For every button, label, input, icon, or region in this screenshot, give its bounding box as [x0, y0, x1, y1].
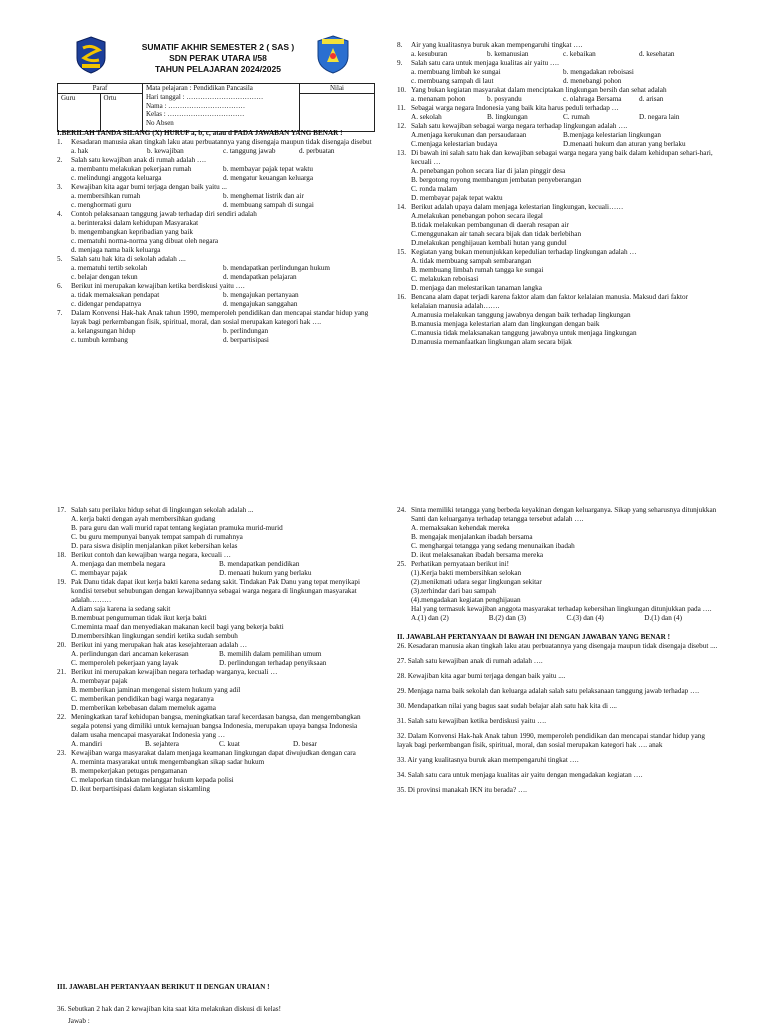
question-4: 4. Contoh pelaksanaan tanggung jawab terhadap diri sendiri adalah	[57, 210, 257, 218]
options-12b[interactable]: C.menjaga kelestarian budaya D.menaati hukum dan aturan yang berlaku	[411, 140, 686, 148]
essay-30: 30. Mendapatkan nilai yang bagus saat sudah belajar alah satu hak kita di ....	[397, 702, 617, 710]
question-23: 23. Kewajiban warga masyarakat dalam menjaga keamanan lingkungan dapat diwujudkan dengan cara	[57, 749, 356, 757]
option-23c[interactable]: C. melaporkan tindakan melanggar hukum kepada polisi	[71, 776, 234, 784]
identity-table	[57, 83, 375, 132]
option-16a[interactable]: A.manusia melakukan tanggung jawabnya dengan baik terhadap lingkungan	[411, 311, 631, 319]
question-6: 6. Berikut ini merupakan kewajiban ketika berdiskusi yaitu ….	[57, 282, 245, 290]
option-21a[interactable]: A. membayar pajak	[71, 677, 128, 685]
question-19: 19. Pak Danu tidak dapat ikut kerja bakti karena sedang sakit. Tindakan Pak Danu yang tepat menyikapi kondisi tersebut sehubungan dengan kewajibannya sebagai warga negara di lingkungan masyarakat adalah………	[57, 578, 361, 604]
question-24: 24. Sinta memiliki tetangga yang berbeda keyakinan dengan keluarganya. Sikap yang seharusnya ditunjukkan Santi dan keluarganya terhadap tetangga tersebut adalah ….	[397, 506, 717, 523]
essay-34: 34. Salah satu cara untuk menjaga kualitas air yaitu dengan mengadakan kegiatan ….	[397, 771, 643, 779]
ortu-label: Ortu	[103, 93, 117, 102]
column-top-left	[57, 129, 375, 345]
field-class: Kelas : ……………………………	[146, 110, 245, 119]
essay-35: 35. Di provinsi manakah IKN itu berada? ….	[397, 786, 527, 794]
option-15c[interactable]: C. melakukan reboisasi	[411, 275, 479, 283]
essay-list	[397, 642, 722, 795]
question-7: 7. Dalam Konvensi Hak-hak Anak tahun 1990, memperoleh pendidikan dan mencapai standar hidup yang layak bagi perkembangan fisik, spiritual, moral, dan sosial merupakan kategori hak ….	[57, 309, 369, 326]
question-3: 3. Kewajiban kita agar bumi terjaga dengan baik yaitu ...	[57, 183, 227, 191]
nilai-label: Nilai	[300, 84, 375, 94]
question-10: 10. Yang bukan kegiatan masyarakat dalam menciptakan lingkungan bersih dan sehat adalah	[397, 86, 667, 94]
option-16c[interactable]: C.manusia tidak melaksanakan tanggung jawabnya untuk menjaga lingkungan	[411, 329, 637, 337]
question-11: 11. Sebagai warga negara Indonesia yang baik kita harus peduli terhadap …	[397, 104, 619, 112]
options-3b[interactable]: c. menghormati guru d. membuang sampah di sungai	[71, 201, 314, 209]
question-5: 5. Salah satu hak kita di sekolah adalah ....	[57, 255, 186, 263]
option-16b[interactable]: B.manusia menjaga kelestarian alam dan lingkungan dengan baik	[411, 320, 600, 328]
options-6b[interactable]: c. didengar pendapatnya d. mengajukan sanggahan	[71, 300, 298, 308]
field-absen: No Absen	[146, 119, 174, 127]
section-1-title: I.BERILAH TANDA SILANG (X) HURUF a, b, c, atau d PADA JAWABAN YANG BENAR !	[57, 129, 343, 137]
column-bottom-left	[57, 506, 367, 794]
paraf-label: Paraf	[58, 84, 143, 94]
option-21d[interactable]: D. memberikan kebebasan dalam memeluk agama	[71, 704, 216, 712]
option-24b[interactable]: B. mengajak menjalankan ibadah bersama	[411, 533, 533, 541]
option-15b[interactable]: B. membuang limbah rumah tangga ke sungai	[411, 266, 544, 274]
option-23b[interactable]: B. mempekerjakan petugas pengamanan	[71, 767, 188, 775]
option-23d[interactable]: D. ikut berpartisipasi dalam kegiatan siskamling	[71, 785, 210, 793]
options-3[interactable]: a. membersihkan rumah b. menghemat listrik dan air	[71, 192, 304, 200]
option-13c[interactable]: C. ronda malam	[411, 185, 458, 193]
options-9[interactable]: a. membuang limbah ke sungai b. mengadakan reboisasi	[411, 68, 634, 76]
school-logo	[316, 34, 350, 77]
options-7b[interactable]: c. tumbuh kembang d. berpartisipasi	[71, 336, 269, 344]
field-name: Nama : ……………………………	[146, 101, 246, 110]
option-17d[interactable]: D. para siswa disiplin menjalankan piket kebersihan kelas	[71, 542, 238, 550]
question-16: 16. Bencana alam dapat terjadi karena faktor alam dan faktor kelalaian manusia. Maksud dari faktor kelalaian manusia adalah…….	[397, 293, 688, 310]
statement-25-3: (3).terhindar dari bau sampah	[411, 587, 497, 595]
field-date: Hari tanggal : ……………………………	[146, 92, 264, 101]
option-16d[interactable]: D.manusia memanfaatkan lingkungan alam secara bijak	[411, 338, 572, 346]
options-9b[interactable]: c. membuang sampah di laut d. menebangi pohon	[411, 77, 622, 85]
question-17: 17. Salah satu perilaku hidup sehat di lingkungan sekolah adalah ...	[57, 506, 254, 514]
question-36: 36. Sebutkan 2 hak dan 2 kewajiban kita saat kita melakukan diskusi di kelas!	[57, 1005, 281, 1013]
statement-25-2: (2).menikmati udara segar lingkungan sekitar	[411, 578, 542, 586]
option-14d[interactable]: D.melakukan penghijauan kembali hutan yang gundul	[411, 239, 567, 247]
option-14b[interactable]: B.tidak melakukan pembangunan di daerah resapan air	[411, 221, 569, 229]
guru-label: Guru	[61, 93, 76, 102]
options-10[interactable]: a. menanam pohon b. posyandu c. olahraga Bersama d. arisan	[411, 95, 664, 103]
option-13d[interactable]: D. membayar pajak tepat waktu	[411, 194, 503, 202]
statement-25-4: (4).mengadakan kegiatan penghijauan	[411, 596, 521, 604]
option-13a[interactable]: A. penebangan pohon secara liar di jalan pinggir desa	[411, 167, 566, 175]
student-fields	[143, 84, 300, 132]
option-14a[interactable]: A.melakukan penebangan pohon secara ilegal	[411, 212, 543, 220]
question-13: 13. Di bawah ini salah satu hak dan kewajiban sebagai warga negara yang baik dalam kehidupan sehari-hari, kecuali …	[397, 149, 713, 166]
option-4d[interactable]: d. menjaga nama baik keluarga	[71, 246, 161, 254]
question-25-stem: Hal yang termasuk kewajiban anggota masyarakat terhadap kebersihan lingkungan ditunjukkan pada ….	[411, 605, 712, 613]
question-22: 22. Meningkatkan taraf kehidupan bangsa, meningkatkan taraf kecerdasan bangsa, dan mengembangkan segala potensi yang dimiliki untuk kemajuan bangsa Indonesia, merupakan upaya bangsa Indonesia dalam usaha mencapai masyarakat Indonesia yang …	[57, 713, 361, 739]
question-12: 12. Salah satu kewajiban sebagai warga negara terhadap lingkungan adalah ….	[397, 122, 628, 130]
essay-33: 33. Air yang kualitasnya buruk akan mempengaruhi tingkat ….	[397, 756, 579, 764]
section-2-title: II. JAWABLAH PERTANYAAN DI BAWAH INI DENGAN JAWABAN YANG BENAR !	[397, 633, 670, 641]
question-20: 20. Berikut ini yang merupakan hak atas kesejahteraan adalah …	[57, 641, 248, 649]
options-25[interactable]: A.(1) dan (2) B.(2) dan (3) C.(3) dan (4) D.(1) dan (4)	[411, 614, 682, 622]
option-15d[interactable]: D. menjaga dan melestarikan tanaman langka	[411, 284, 542, 292]
options-8[interactable]: a. kesuburan b. kemanusian c. kebaikan d. kesehatan	[411, 50, 675, 58]
header-title	[118, 42, 318, 75]
options-18b[interactable]: C. membayar pajak D. menaati hukum yang berlaku	[71, 569, 312, 577]
options-5[interactable]: a. mematuhi tertib sekolah b. mendapatkan perlindungan hukum	[71, 264, 330, 272]
section-3-title: III. JAWABLAH PERTANYAAN BERIKUT II DENGAN URAIAN !	[57, 983, 270, 991]
option-17b[interactable]: B. para guru dan wali murid rapat tentang kegiatan pramuka murid-murid	[71, 524, 283, 532]
option-17c[interactable]: C. bu guru mempunyai banyak tempat sampah di rumahnya	[71, 533, 243, 541]
question-14: 14. Berikut adalah upaya dalam menjaga kelestarian lingkungan, kecuali……	[397, 203, 624, 211]
option-17a[interactable]: A. kerja bakti dengan ayah membersihkan gudang	[71, 515, 216, 523]
answer-label-36[interactable]: Jawab :	[68, 1017, 90, 1025]
column-bottom-right	[397, 506, 722, 801]
essay-26: 26. Kesadaran manusia akan tingkah laku atau perbuatannya yang disengaja maupun tidak disengaja disebut ....	[397, 642, 718, 650]
column-top-right	[397, 41, 715, 347]
question-25: 25. Perhatikan pernyataan berikut ini!	[397, 560, 509, 568]
options-7[interactable]: a. kelangsungan hidup b. perlindungan	[71, 327, 269, 335]
question-8: 8. Air yang kualitasnya buruk akan mempengaruhi tingkat ….	[397, 41, 583, 49]
field-subject: Mata pelajaran : Pendidikan Pancasila	[146, 84, 253, 92]
option-24a[interactable]: A. memaksakan kehendak mereka	[411, 524, 510, 532]
nilai-box[interactable]	[300, 93, 375, 131]
option-19a[interactable]: A.diam saja karena ia sedang sakit	[71, 605, 171, 613]
option-4b[interactable]: b. mengembangkan kepribadian yang baik	[71, 228, 193, 236]
option-21c[interactable]: C. memberikan pendidikan bagi warga negaranya	[71, 695, 214, 703]
title-line-1: SUMATIF AKHIR SEMESTER 2 ( SAS )	[141, 42, 295, 52]
option-21b[interactable]: B. memberikan jaminan mengenai sistem hukum yang adil	[71, 686, 241, 694]
option-19b[interactable]: B.membuat pengumuman tidak ikut kerja bakti	[71, 614, 207, 622]
option-14c[interactable]: C.menggunakan air tanah secara bijak dan tidak berlebihan	[411, 230, 582, 238]
option-4c[interactable]: c. mematuhi norma-norma yang dibuat oleh negara	[71, 237, 219, 245]
options-11[interactable]: A. sekolah B. lingkungan C. rumah D. negara lain	[411, 113, 680, 121]
option-19d[interactable]: D.membersihkan lingkungan sendiri ketika sudah sembuh	[71, 632, 238, 640]
statement-25-1: (1).Kerja bakti membersihkan selokan	[411, 569, 522, 577]
question-2: 2. Salah satu kewajiban anak di rumah adalah ….	[57, 156, 206, 164]
option-23a[interactable]: A. meminta masyarakat untuk mengembangkan sikap sadar hukum	[71, 758, 265, 766]
question-15: 15. Kegiatan yang bukan menunjukkan kepedulian terhadap lingkungan adalah …	[397, 248, 637, 256]
options-2[interactable]: a. membantu melakukan pekerjaan rumah b. membayar pajak tepat waktu	[71, 165, 314, 173]
ortu-signature-cell[interactable]	[100, 93, 143, 131]
options-5b[interactable]: c. belajar dengan tekun d. mendapatkan pelajaran	[71, 273, 297, 281]
question-9: 9. Salah satu cara untuk menjaga kualitas air yaitu ….	[397, 59, 559, 67]
options-20[interactable]: A. perlindungan dari ancaman kekerasan B. memilih dalam pemilihan umum	[71, 650, 322, 658]
essay-32: 32. Dalam Konvensi Hak-hak Anak tahun 1990, memperoleh pendidikan dan mencapai standar hidup yang layak bagi perkembangan fisik, spiritual, moral, dan sosial merupakan kategori hak …. anak	[397, 732, 705, 749]
options-20b[interactable]: C. memperoleh pekerjaan yang layak D. perlindungan terhadap penyiksaan	[71, 659, 327, 667]
essay-28: 28. Kewajiban kita agar bumi terjaga dengan baik yaitu ....	[397, 672, 566, 680]
title-line-2: SDN PERAK UTARA I/58	[169, 53, 267, 64]
option-24c[interactable]: C. menghargai tetangga yang sedang menunaikan ibadah	[411, 542, 575, 550]
options-6[interactable]: a. tidak memaksakan pendapat b. mengajukan pertanyaan	[71, 291, 299, 299]
options-2b[interactable]: c. melindungi anggota keluarga d. mengatur keuangan keluarga	[71, 174, 314, 182]
option-13b[interactable]: B. bergotong royong membangun jembatan penyeberangan	[411, 176, 582, 184]
options-18[interactable]: A. menjaga dan membela negara B. mendapatkan pendidikan	[71, 560, 300, 568]
question-1: 1. Kesadaran manusia akan tingkah laku atau perbuatannya yang disengaja maupun tidak disengaja disebut	[57, 138, 372, 146]
essay-31: 31. Salah satu kewajiban ketika berdiskusi yaitu ….	[397, 717, 547, 725]
option-15a[interactable]: A. tidak membuang sampah sembarangan	[411, 257, 532, 265]
essay-27: 27. Salah satu kewajiban anak di rumah adalah ….	[397, 657, 543, 665]
guru-signature-cell[interactable]	[58, 93, 101, 131]
essay-29: 29. Menjaga nama baik sekolah dan keluarga adalah salah satu pelaksanaan tanggung jawab terhadap ….	[397, 687, 700, 695]
option-4a[interactable]: a. berinteraksi dalam kehidupan Masyarakat	[71, 219, 199, 227]
options-12[interactable]: A.menjaga kerukunan dan persaudaraan B.menjaga kelestarian lingkungan	[411, 131, 661, 139]
option-24d[interactable]: D. ikut melaksanakan ibadah bersama mereka	[411, 551, 544, 559]
title-line-3: TAHUN PELAJARAN 2024/2025	[155, 64, 281, 75]
surabaya-logo	[74, 36, 108, 77]
options-1[interactable]: a. hak b. kewajiban c. tanggung jawab d. perbuatan	[71, 147, 335, 155]
question-21: 21. Berikut ini merupakan kewajiban negara terhadap warganya, kecuali …	[57, 668, 278, 676]
option-19c[interactable]: C.meminta maaf dan menyediakan makanan kecil bagi yang bekerja bakti	[71, 623, 284, 631]
question-18: 18. Berikut contoh dan kewajiban warga negara, kecuali …	[57, 551, 231, 559]
options-22[interactable]: A. mandiri B. sejahtera C. kuat D. besar	[71, 740, 317, 748]
